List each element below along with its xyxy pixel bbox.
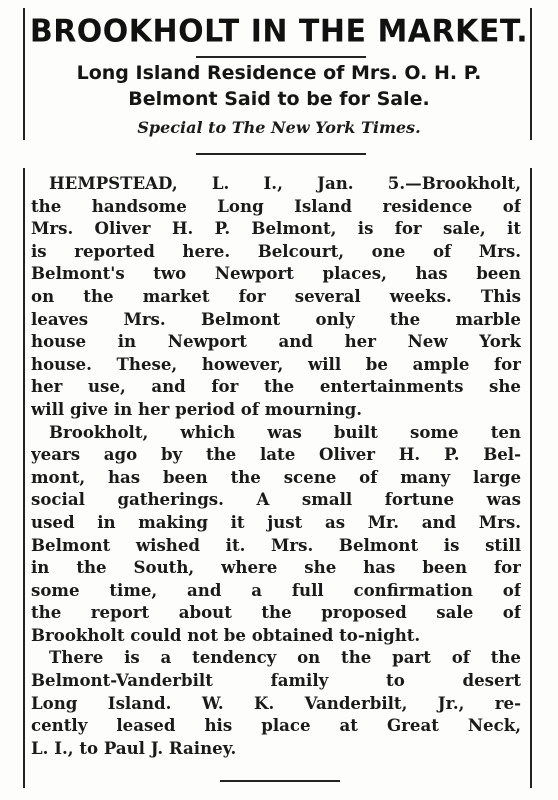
article-line: some time, and a full confirmation of [31,579,521,600]
article-line: Brookholt could not be obtained to-night. [31,624,421,645]
article-line: Long Island. W. K. Vanderbilt, Jr., re- [31,692,521,713]
article-line: years ago by the late Oliver H. P. Bel- [31,444,521,465]
article-line: social gatherings. A small fortune was [31,489,521,510]
article-line: the report about the proposed sale of [31,602,521,623]
article-line: house in Newport and her New York [31,331,521,352]
article-line: There is a tendency on the part of the [49,647,521,668]
article-line: will give in her period of mourning. [31,398,363,419]
headline-divider [196,56,366,58]
article-line: in the South, where she has been for [31,557,521,578]
article-line: cently leased his place at Great Neck, [31,715,521,736]
article-line: Mrs. Oliver H. P. Belmont, is for sale, it [31,218,521,239]
article-line: the handsome Long Island residence of [31,195,521,216]
subheadline-line-1: Long Island Residence of Mrs. O. H. P. [76,62,482,84]
article-line: Belmont wished it. Mrs. Belmont is still [31,534,521,555]
article-line: HEMPSTEAD, L. I., Jan. 5.—Brookholt, [49,173,521,193]
article-body [31,172,521,759]
headline: BROOKHOLT IN THE MARKET. [29,13,529,50]
subheadline-line-2: Belmont Said to be for Sale. [128,88,430,110]
article-line: on the market for several weeks. This [31,285,521,306]
column-rule-right [530,168,532,788]
article-line: L. I., to Paul J. Rainey. [31,737,237,758]
article-line: Brookholt, which was built some ten [49,421,521,442]
byline: Special to The New York Times. [137,118,421,137]
article-line: Belmont's two Newport places, has been [31,263,521,284]
article-line: Belmont-Vanderbilt family to desert [31,670,521,691]
article-line: mont, has been the scene of many large [31,466,521,487]
article-line: house. These, however, will be ample for [31,353,521,374]
byline-divider [196,153,366,155]
end-divider [220,780,340,782]
article-line: her use, and for the entertainments she [31,376,521,397]
column-rule-left [23,168,25,788]
article-line: used in making it just as Mr. and Mrs. [31,511,521,532]
article-line: is reported here. Belcourt, one of Mrs. [31,240,521,261]
article-line: leaves Mrs. Belmont only the marble [31,308,521,329]
